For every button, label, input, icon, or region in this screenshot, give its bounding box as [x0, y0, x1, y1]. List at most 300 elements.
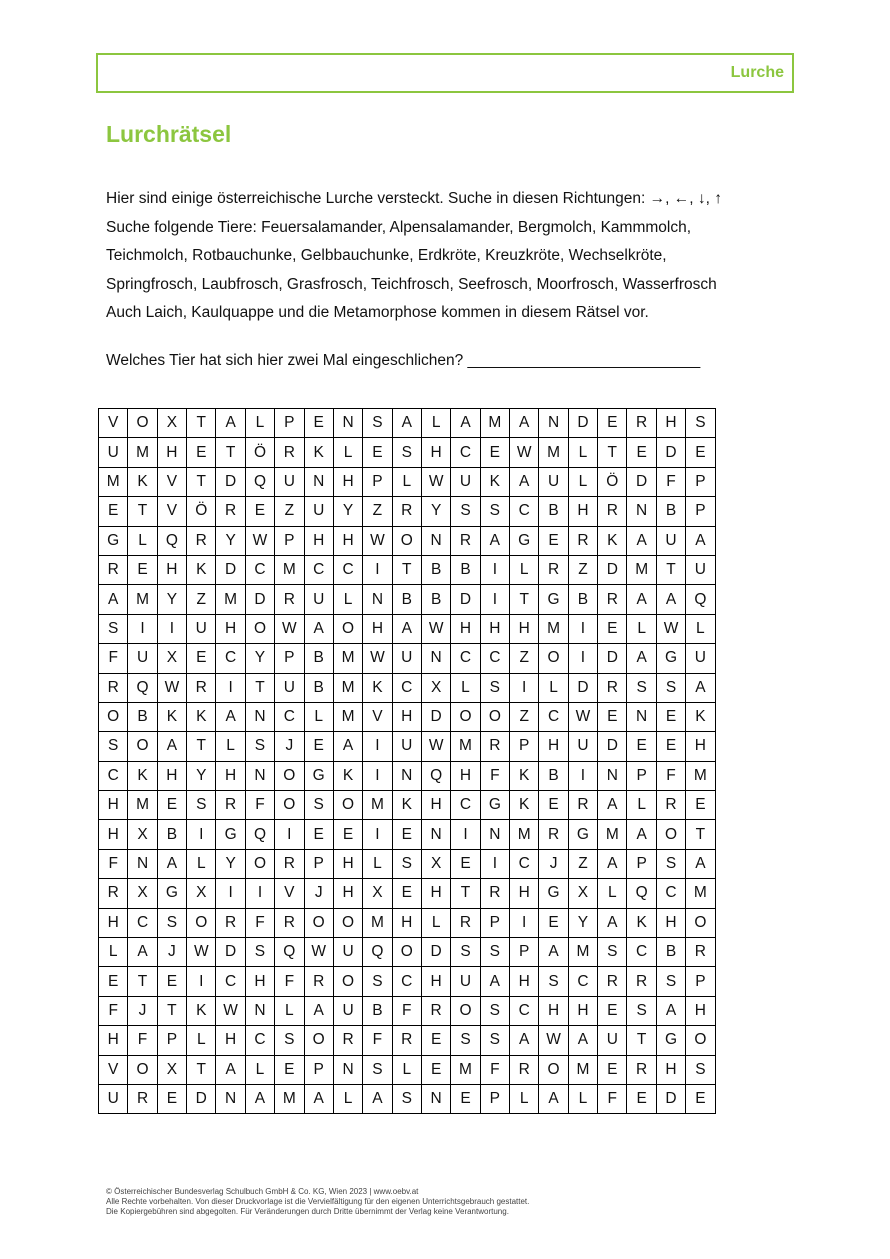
grid-cell[interactable]: R — [510, 1055, 539, 1084]
grid-cell[interactable]: E — [598, 996, 627, 1025]
grid-cell[interactable]: C — [275, 702, 304, 731]
grid-cell[interactable]: O — [128, 1055, 157, 1084]
grid-cell[interactable]: R — [539, 820, 568, 849]
grid-cell[interactable]: S — [392, 849, 421, 878]
grid-cell[interactable]: O — [451, 996, 480, 1025]
grid-cell[interactable]: R — [275, 908, 304, 937]
grid-cell[interactable]: U — [392, 644, 421, 673]
grid-cell[interactable]: H — [245, 967, 274, 996]
grid-cell[interactable]: U — [128, 644, 157, 673]
grid-cell[interactable]: L — [187, 849, 216, 878]
grid-cell[interactable]: W — [304, 938, 333, 967]
grid-cell[interactable]: T — [686, 820, 715, 849]
grid-cell[interactable]: K — [363, 673, 392, 702]
grid-cell[interactable]: G — [656, 644, 685, 673]
grid-cell[interactable]: H — [157, 761, 186, 790]
grid-cell[interactable]: O — [245, 614, 274, 643]
grid-cell[interactable]: L — [245, 1055, 274, 1084]
grid-cell[interactable]: T — [392, 555, 421, 584]
grid-cell[interactable]: S — [480, 673, 509, 702]
grid-cell[interactable]: N — [304, 467, 333, 496]
grid-cell[interactable]: N — [245, 702, 274, 731]
grid-cell[interactable]: Y — [333, 497, 362, 526]
grid-cell[interactable]: I — [451, 820, 480, 849]
grid-cell[interactable]: S — [304, 791, 333, 820]
grid-cell[interactable]: O — [333, 908, 362, 937]
grid-cell[interactable]: M — [598, 820, 627, 849]
grid-cell[interactable]: A — [510, 409, 539, 438]
grid-cell[interactable]: N — [421, 644, 450, 673]
grid-cell[interactable]: A — [598, 791, 627, 820]
grid-cell[interactable]: R — [598, 497, 627, 526]
grid-cell[interactable]: F — [128, 1026, 157, 1055]
grid-cell[interactable]: K — [392, 791, 421, 820]
grid-cell[interactable]: E — [99, 967, 128, 996]
grid-cell[interactable]: S — [480, 938, 509, 967]
grid-cell[interactable]: Y — [187, 761, 216, 790]
grid-cell[interactable]: H — [510, 967, 539, 996]
grid-cell[interactable]: N — [598, 761, 627, 790]
grid-cell[interactable]: L — [510, 1084, 539, 1113]
grid-cell[interactable]: H — [99, 820, 128, 849]
grid-cell[interactable]: A — [451, 409, 480, 438]
grid-cell[interactable]: A — [539, 938, 568, 967]
grid-cell[interactable]: B — [421, 585, 450, 614]
grid-cell[interactable]: E — [304, 409, 333, 438]
grid-cell[interactable]: Z — [510, 702, 539, 731]
grid-cell[interactable]: C — [99, 761, 128, 790]
grid-cell[interactable]: I — [480, 849, 509, 878]
grid-cell[interactable]: K — [510, 791, 539, 820]
grid-cell[interactable]: O — [187, 908, 216, 937]
grid-cell[interactable]: H — [656, 908, 685, 937]
grid-cell[interactable]: C — [304, 555, 333, 584]
grid-cell[interactable]: O — [686, 908, 715, 937]
grid-cell[interactable]: E — [333, 820, 362, 849]
grid-cell[interactable]: U — [304, 585, 333, 614]
grid-cell[interactable]: R — [568, 526, 597, 555]
grid-cell[interactable]: E — [598, 1055, 627, 1084]
grid-cell[interactable]: D — [627, 467, 656, 496]
grid-cell[interactable]: F — [480, 761, 509, 790]
grid-cell[interactable]: Ö — [245, 438, 274, 467]
grid-cell[interactable]: V — [363, 702, 392, 731]
grid-cell[interactable]: M — [686, 879, 715, 908]
grid-cell[interactable]: M — [363, 908, 392, 937]
grid-cell[interactable]: S — [686, 1055, 715, 1084]
grid-cell[interactable]: U — [275, 673, 304, 702]
grid-cell[interactable]: E — [539, 791, 568, 820]
grid-cell[interactable]: A — [157, 849, 186, 878]
grid-cell[interactable]: R — [568, 791, 597, 820]
grid-cell[interactable]: W — [421, 614, 450, 643]
grid-cell[interactable]: E — [421, 1026, 450, 1055]
grid-cell[interactable]: S — [363, 1055, 392, 1084]
grid-cell[interactable]: L — [598, 879, 627, 908]
grid-cell[interactable]: X — [157, 409, 186, 438]
grid-cell[interactable]: E — [392, 879, 421, 908]
grid-cell[interactable]: E — [656, 702, 685, 731]
grid-cell[interactable]: M — [568, 938, 597, 967]
grid-cell[interactable]: M — [216, 585, 245, 614]
grid-cell[interactable]: V — [99, 409, 128, 438]
grid-cell[interactable]: Ö — [187, 497, 216, 526]
grid-cell[interactable]: O — [686, 1026, 715, 1055]
grid-cell[interactable]: Z — [510, 644, 539, 673]
grid-cell[interactable]: L — [392, 467, 421, 496]
grid-cell[interactable]: U — [686, 644, 715, 673]
grid-cell[interactable]: S — [451, 1026, 480, 1055]
grid-cell[interactable]: T — [510, 585, 539, 614]
grid-cell[interactable]: D — [216, 938, 245, 967]
grid-cell[interactable]: H — [216, 1026, 245, 1055]
grid-cell[interactable]: U — [99, 1084, 128, 1113]
grid-cell[interactable]: B — [363, 996, 392, 1025]
grid-cell[interactable]: P — [275, 526, 304, 555]
grid-cell[interactable]: X — [568, 879, 597, 908]
grid-cell[interactable]: N — [333, 409, 362, 438]
grid-cell[interactable]: O — [333, 614, 362, 643]
grid-cell[interactable]: K — [510, 761, 539, 790]
grid-cell[interactable]: S — [99, 614, 128, 643]
grid-cell[interactable]: Y — [216, 526, 245, 555]
grid-cell[interactable]: F — [275, 967, 304, 996]
grid-cell[interactable]: F — [656, 467, 685, 496]
grid-cell[interactable]: E — [627, 732, 656, 761]
grid-cell[interactable]: H — [157, 438, 186, 467]
grid-cell[interactable]: I — [128, 614, 157, 643]
grid-cell[interactable]: L — [421, 409, 450, 438]
grid-cell[interactable]: V — [99, 1055, 128, 1084]
grid-cell[interactable]: L — [216, 732, 245, 761]
grid-cell[interactable]: G — [304, 761, 333, 790]
grid-cell[interactable]: N — [539, 409, 568, 438]
grid-cell[interactable]: S — [392, 438, 421, 467]
grid-cell[interactable]: P — [510, 732, 539, 761]
grid-cell[interactable]: L — [333, 438, 362, 467]
grid-cell[interactable]: A — [216, 409, 245, 438]
grid-cell[interactable]: E — [686, 791, 715, 820]
grid-cell[interactable]: H — [333, 467, 362, 496]
grid-cell[interactable]: J — [157, 938, 186, 967]
grid-cell[interactable]: E — [451, 849, 480, 878]
grid-cell[interactable]: N — [421, 820, 450, 849]
grid-cell[interactable]: S — [451, 497, 480, 526]
grid-cell[interactable]: L — [245, 409, 274, 438]
grid-cell[interactable]: X — [363, 879, 392, 908]
grid-cell[interactable]: H — [656, 1055, 685, 1084]
grid-cell[interactable]: C — [333, 555, 362, 584]
grid-cell[interactable]: S — [598, 938, 627, 967]
grid-cell[interactable]: D — [568, 673, 597, 702]
grid-cell[interactable]: A — [627, 820, 656, 849]
grid-cell[interactable]: I — [275, 820, 304, 849]
grid-cell[interactable]: O — [128, 409, 157, 438]
grid-cell[interactable]: U — [656, 526, 685, 555]
grid-cell[interactable]: Y — [245, 644, 274, 673]
grid-cell[interactable]: I — [363, 820, 392, 849]
grid-cell[interactable]: E — [598, 702, 627, 731]
grid-cell[interactable]: H — [510, 879, 539, 908]
grid-cell[interactable]: W — [275, 614, 304, 643]
grid-cell[interactable]: K — [333, 761, 362, 790]
grid-cell[interactable]: R — [598, 967, 627, 996]
grid-cell[interactable]: K — [598, 526, 627, 555]
grid-cell[interactable]: E — [157, 1084, 186, 1113]
grid-cell[interactable]: A — [480, 967, 509, 996]
grid-cell[interactable]: N — [363, 585, 392, 614]
grid-cell[interactable]: T — [245, 673, 274, 702]
grid-cell[interactable]: T — [627, 1026, 656, 1055]
grid-cell[interactable]: I — [363, 732, 392, 761]
grid-cell[interactable]: N — [333, 1055, 362, 1084]
grid-cell[interactable]: I — [216, 673, 245, 702]
grid-cell[interactable]: D — [216, 555, 245, 584]
grid-cell[interactable]: L — [568, 438, 597, 467]
grid-cell[interactable]: U — [99, 438, 128, 467]
grid-cell[interactable]: R — [451, 526, 480, 555]
grid-cell[interactable]: A — [304, 614, 333, 643]
grid-cell[interactable]: A — [686, 526, 715, 555]
grid-cell[interactable]: T — [451, 879, 480, 908]
grid-cell[interactable]: E — [392, 820, 421, 849]
grid-cell[interactable]: H — [99, 791, 128, 820]
grid-cell[interactable]: C — [245, 555, 274, 584]
grid-cell[interactable]: L — [510, 555, 539, 584]
grid-cell[interactable]: K — [686, 702, 715, 731]
grid-cell[interactable]: B — [128, 702, 157, 731]
grid-cell[interactable]: V — [157, 497, 186, 526]
grid-cell[interactable]: R — [275, 585, 304, 614]
grid-cell[interactable]: X — [128, 820, 157, 849]
grid-cell[interactable]: E — [187, 644, 216, 673]
grid-cell[interactable]: E — [539, 908, 568, 937]
grid-cell[interactable]: T — [128, 967, 157, 996]
grid-cell[interactable]: L — [304, 702, 333, 731]
grid-cell[interactable]: C — [539, 702, 568, 731]
grid-cell[interactable]: U — [304, 497, 333, 526]
grid-cell[interactable]: A — [128, 938, 157, 967]
grid-cell[interactable]: P — [275, 409, 304, 438]
grid-cell[interactable]: P — [686, 467, 715, 496]
grid-cell[interactable]: A — [216, 1055, 245, 1084]
grid-cell[interactable]: Z — [187, 585, 216, 614]
grid-cell[interactable]: Ö — [598, 467, 627, 496]
grid-cell[interactable]: K — [627, 908, 656, 937]
grid-cell[interactable]: U — [598, 1026, 627, 1055]
grid-cell[interactable]: O — [245, 849, 274, 878]
grid-cell[interactable]: P — [480, 1084, 509, 1113]
grid-cell[interactable]: A — [510, 467, 539, 496]
grid-cell[interactable]: E — [686, 1084, 715, 1113]
grid-cell[interactable]: L — [627, 791, 656, 820]
grid-cell[interactable]: W — [363, 526, 392, 555]
grid-cell[interactable]: F — [363, 1026, 392, 1055]
grid-cell[interactable]: B — [568, 585, 597, 614]
grid-cell[interactable]: S — [363, 409, 392, 438]
grid-cell[interactable]: E — [245, 497, 274, 526]
grid-cell[interactable]: F — [480, 1055, 509, 1084]
grid-cell[interactable]: H — [451, 761, 480, 790]
grid-cell[interactable]: X — [187, 879, 216, 908]
grid-cell[interactable]: S — [157, 908, 186, 937]
grid-cell[interactable]: J — [539, 849, 568, 878]
grid-cell[interactable]: H — [568, 497, 597, 526]
grid-cell[interactable]: A — [510, 1026, 539, 1055]
grid-cell[interactable]: R — [187, 673, 216, 702]
grid-cell[interactable]: X — [128, 879, 157, 908]
grid-cell[interactable]: R — [598, 673, 627, 702]
grid-cell[interactable]: M — [451, 732, 480, 761]
grid-cell[interactable]: E — [157, 967, 186, 996]
grid-cell[interactable]: T — [187, 409, 216, 438]
grid-cell[interactable]: V — [275, 879, 304, 908]
grid-cell[interactable]: C — [568, 967, 597, 996]
grid-cell[interactable]: N — [128, 849, 157, 878]
grid-cell[interactable]: D — [598, 644, 627, 673]
grid-cell[interactable]: W — [421, 467, 450, 496]
grid-cell[interactable]: T — [187, 467, 216, 496]
grid-cell[interactable]: M — [333, 702, 362, 731]
grid-cell[interactable]: H — [216, 614, 245, 643]
grid-cell[interactable]: E — [598, 614, 627, 643]
grid-cell[interactable]: W — [656, 614, 685, 643]
grid-cell[interactable]: E — [304, 732, 333, 761]
grid-cell[interactable]: H — [99, 908, 128, 937]
grid-cell[interactable]: H — [392, 908, 421, 937]
grid-cell[interactable]: D — [598, 732, 627, 761]
grid-cell[interactable]: J — [275, 732, 304, 761]
grid-cell[interactable]: K — [128, 467, 157, 496]
grid-cell[interactable]: N — [421, 526, 450, 555]
grid-cell[interactable]: M — [480, 409, 509, 438]
grid-cell[interactable]: A — [363, 1084, 392, 1113]
grid-cell[interactable]: B — [656, 497, 685, 526]
grid-cell[interactable]: K — [304, 438, 333, 467]
grid-cell[interactable]: R — [275, 849, 304, 878]
grid-cell[interactable]: M — [333, 644, 362, 673]
grid-cell[interactable]: Y — [568, 908, 597, 937]
grid-cell[interactable]: F — [99, 644, 128, 673]
grid-cell[interactable]: C — [392, 967, 421, 996]
grid-cell[interactable]: R — [99, 879, 128, 908]
grid-cell[interactable]: A — [627, 585, 656, 614]
grid-cell[interactable]: P — [157, 1026, 186, 1055]
grid-cell[interactable]: E — [656, 732, 685, 761]
grid-cell[interactable]: A — [304, 996, 333, 1025]
grid-cell[interactable]: E — [627, 438, 656, 467]
grid-cell[interactable]: Q — [421, 761, 450, 790]
grid-cell[interactable]: U — [451, 967, 480, 996]
grid-cell[interactable]: O — [392, 526, 421, 555]
grid-cell[interactable]: E — [539, 526, 568, 555]
grid-cell[interactable]: S — [392, 1084, 421, 1113]
grid-cell[interactable]: C — [510, 849, 539, 878]
grid-cell[interactable]: U — [333, 938, 362, 967]
grid-cell[interactable]: C — [216, 644, 245, 673]
grid-cell[interactable]: W — [539, 1026, 568, 1055]
grid-cell[interactable]: I — [187, 820, 216, 849]
grid-cell[interactable]: C — [392, 673, 421, 702]
grid-cell[interactable]: S — [480, 497, 509, 526]
grid-cell[interactable]: L — [568, 467, 597, 496]
grid-cell[interactable]: F — [245, 791, 274, 820]
grid-cell[interactable]: G — [157, 879, 186, 908]
grid-cell[interactable]: Q — [157, 526, 186, 555]
grid-cell[interactable]: X — [421, 849, 450, 878]
grid-cell[interactable]: M — [363, 791, 392, 820]
grid-cell[interactable]: E — [187, 438, 216, 467]
grid-cell[interactable]: R — [539, 555, 568, 584]
grid-cell[interactable]: J — [304, 879, 333, 908]
grid-cell[interactable]: I — [363, 555, 392, 584]
grid-cell[interactable]: F — [392, 996, 421, 1025]
grid-cell[interactable]: W — [245, 526, 274, 555]
grid-cell[interactable]: A — [245, 1084, 274, 1113]
grid-cell[interactable]: C — [627, 938, 656, 967]
grid-cell[interactable]: S — [656, 967, 685, 996]
grid-cell[interactable]: D — [656, 1084, 685, 1113]
grid-cell[interactable]: P — [304, 849, 333, 878]
grid-cell[interactable]: S — [363, 967, 392, 996]
grid-cell[interactable]: I — [216, 879, 245, 908]
grid-cell[interactable]: Q — [275, 938, 304, 967]
grid-cell[interactable]: E — [480, 438, 509, 467]
grid-cell[interactable]: L — [627, 614, 656, 643]
grid-cell[interactable]: O — [333, 967, 362, 996]
grid-cell[interactable]: H — [451, 614, 480, 643]
grid-cell[interactable]: I — [480, 555, 509, 584]
grid-cell[interactable]: Y — [421, 497, 450, 526]
grid-cell[interactable]: M — [333, 673, 362, 702]
grid-cell[interactable]: K — [187, 996, 216, 1025]
grid-cell[interactable]: Z — [568, 555, 597, 584]
grid-cell[interactable]: C — [656, 879, 685, 908]
grid-cell[interactable]: N — [627, 702, 656, 731]
grid-cell[interactable]: E — [627, 1084, 656, 1113]
grid-cell[interactable]: H — [656, 409, 685, 438]
grid-cell[interactable]: E — [451, 1084, 480, 1113]
grid-cell[interactable]: H — [480, 614, 509, 643]
grid-cell[interactable]: S — [686, 409, 715, 438]
grid-cell[interactable]: N — [245, 996, 274, 1025]
grid-cell[interactable]: F — [99, 849, 128, 878]
grid-cell[interactable]: U — [451, 467, 480, 496]
grid-cell[interactable]: F — [99, 996, 128, 1025]
grid-cell[interactable]: O — [480, 702, 509, 731]
grid-cell[interactable]: K — [128, 761, 157, 790]
grid-cell[interactable]: N — [627, 497, 656, 526]
grid-cell[interactable]: U — [333, 996, 362, 1025]
grid-cell[interactable]: U — [392, 732, 421, 761]
grid-cell[interactable]: H — [539, 996, 568, 1025]
grid-cell[interactable]: Q — [245, 467, 274, 496]
grid-cell[interactable]: B — [539, 497, 568, 526]
grid-cell[interactable]: L — [568, 1084, 597, 1113]
grid-cell[interactable]: R — [275, 438, 304, 467]
grid-cell[interactable]: M — [99, 467, 128, 496]
grid-cell[interactable]: Z — [275, 497, 304, 526]
grid-cell[interactable]: W — [363, 644, 392, 673]
grid-cell[interactable]: A — [392, 409, 421, 438]
grid-cell[interactable]: O — [333, 791, 362, 820]
grid-cell[interactable]: B — [157, 820, 186, 849]
grid-cell[interactable]: R — [216, 908, 245, 937]
grid-cell[interactable]: S — [99, 732, 128, 761]
grid-cell[interactable]: R — [421, 996, 450, 1025]
grid-cell[interactable]: I — [510, 673, 539, 702]
grid-cell[interactable]: S — [627, 996, 656, 1025]
